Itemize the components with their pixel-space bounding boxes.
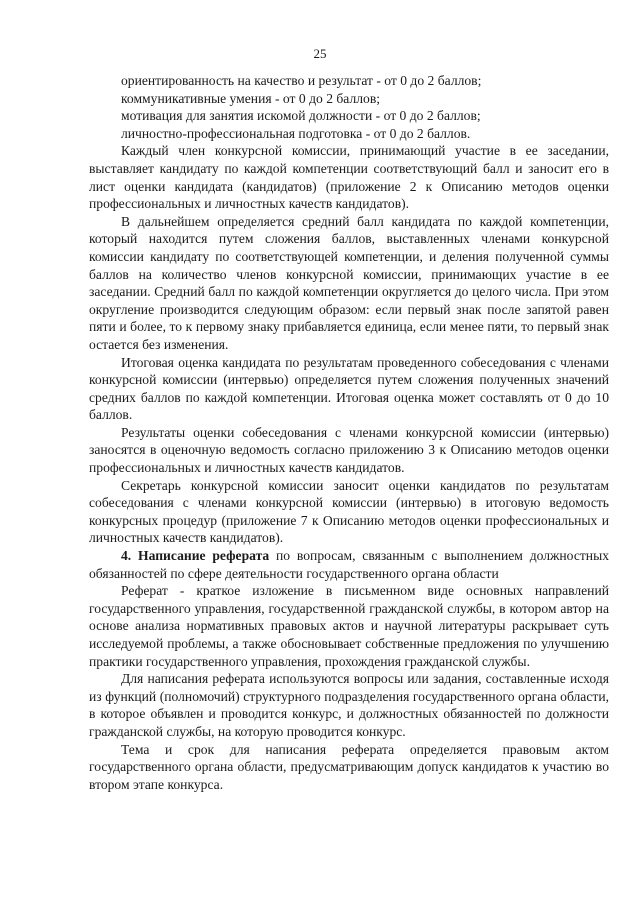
paragraph-commission-member: Каждый член конкурсной комиссии, принимающий участие в ее заседании, выставляет кандидату по каждой компетенции соответствующий балл и заносит его в лист оценки кандидата (кандидатов) (приложение 2 к Описанию методов оценки профессиональных и личностных качеств кандидатов). (89, 143, 609, 212)
paragraph-essay-questions: Для написания реферата используются вопросы или задания, составленные исходя из функций (полномочий) структурного подразделения государственного органа области, в которое объявлен и проводится конкурс, и должностных обязанностей по должности гражданской службы, на которую проводится конкурс. (89, 671, 609, 739)
paragraph-essay-definition: Реферат - краткое изложение в письменном виде основных направлений государственного управления, государственной гражданской службы, в котором автор на основе анализа нормативных правовых актов и научной литературы раскрывает суть исследуемой проблемы, а также обосновывает собственные предложения по улучшению практики государственного управления, прохождения гражданской службы. (89, 583, 609, 669)
paragraph-final-score: Итоговая оценка кандидата по результатам проведенного собеседования с членами конкурсной комиссии (интервью) определяется путем сложения полученных значений средних баллов по каждой компетенции. Итоговая оценка может составлять от 0 до 10 баллов. (89, 354, 609, 423)
paragraph-criterion-1: ориентированность на качество и результат - от 0 до 2 баллов; (121, 73, 482, 88)
section-4-heading: 4. Написание реферата (121, 548, 270, 564)
paragraph-secretary: Секретарь конкурсной комиссии заносит оценки кандидатов по результатам собеседования с членами конкурсной комиссии (интервью) в итоговую ведомость конкурсных процедур (приложение 7 к Описанию методов оценки профессиональных и личностных качеств кандидатов). (89, 477, 609, 546)
paragraph-criterion-2: коммуникативные умения - от 0 до 2 баллов; (121, 90, 381, 106)
section-4-text: по вопросам, связанным с выполнением должностных обязанностей по сфере деятельности государственного органа области (89, 548, 609, 581)
paragraph-average-score: В дальнейшем определяется средний балл кандидата по каждой компетенции, который находится путем сложения баллов, выставленных членами конкурсной комиссии кандидату по соответствующей компетенции, и деления полученной суммы баллов на количество членов конкурсной комиссии, принимающих участие в ее заседании. Средний балл по каждой компетенции округляется до целого числа. При этом округление производится следующим образом: если первый знак после запятой равен пяти и более, то к первому знаку прибавляется единица, если менее пяти, то первый знак остается без изменения. (89, 213, 609, 352)
paragraph-criterion-3: мотивация для занятия искомой должности - от 0 до 2 баллов; (121, 108, 481, 124)
paragraph-results: Результаты оценки собеседования с членами конкурсной комиссии (интервью) заносятся в оценочную ведомость согласно приложению 3 к Описанию методов оценки профессиональных и личностных качеств кандидатов. (89, 424, 609, 476)
paragraph-essay-topic: Тема и срок для написания реферата определяется правовым актом государственного органа области, предусматривающим допуск кандидатов к участию во втором этапе конкурса. (89, 741, 609, 792)
page-number: 25 (313, 46, 327, 61)
document-body (89, 72, 609, 793)
paragraph-criterion-4: личностно-профессиональная подготовка - от 0 до 2 баллов. (121, 125, 471, 141)
paragraph-section-4 (89, 547, 609, 582)
